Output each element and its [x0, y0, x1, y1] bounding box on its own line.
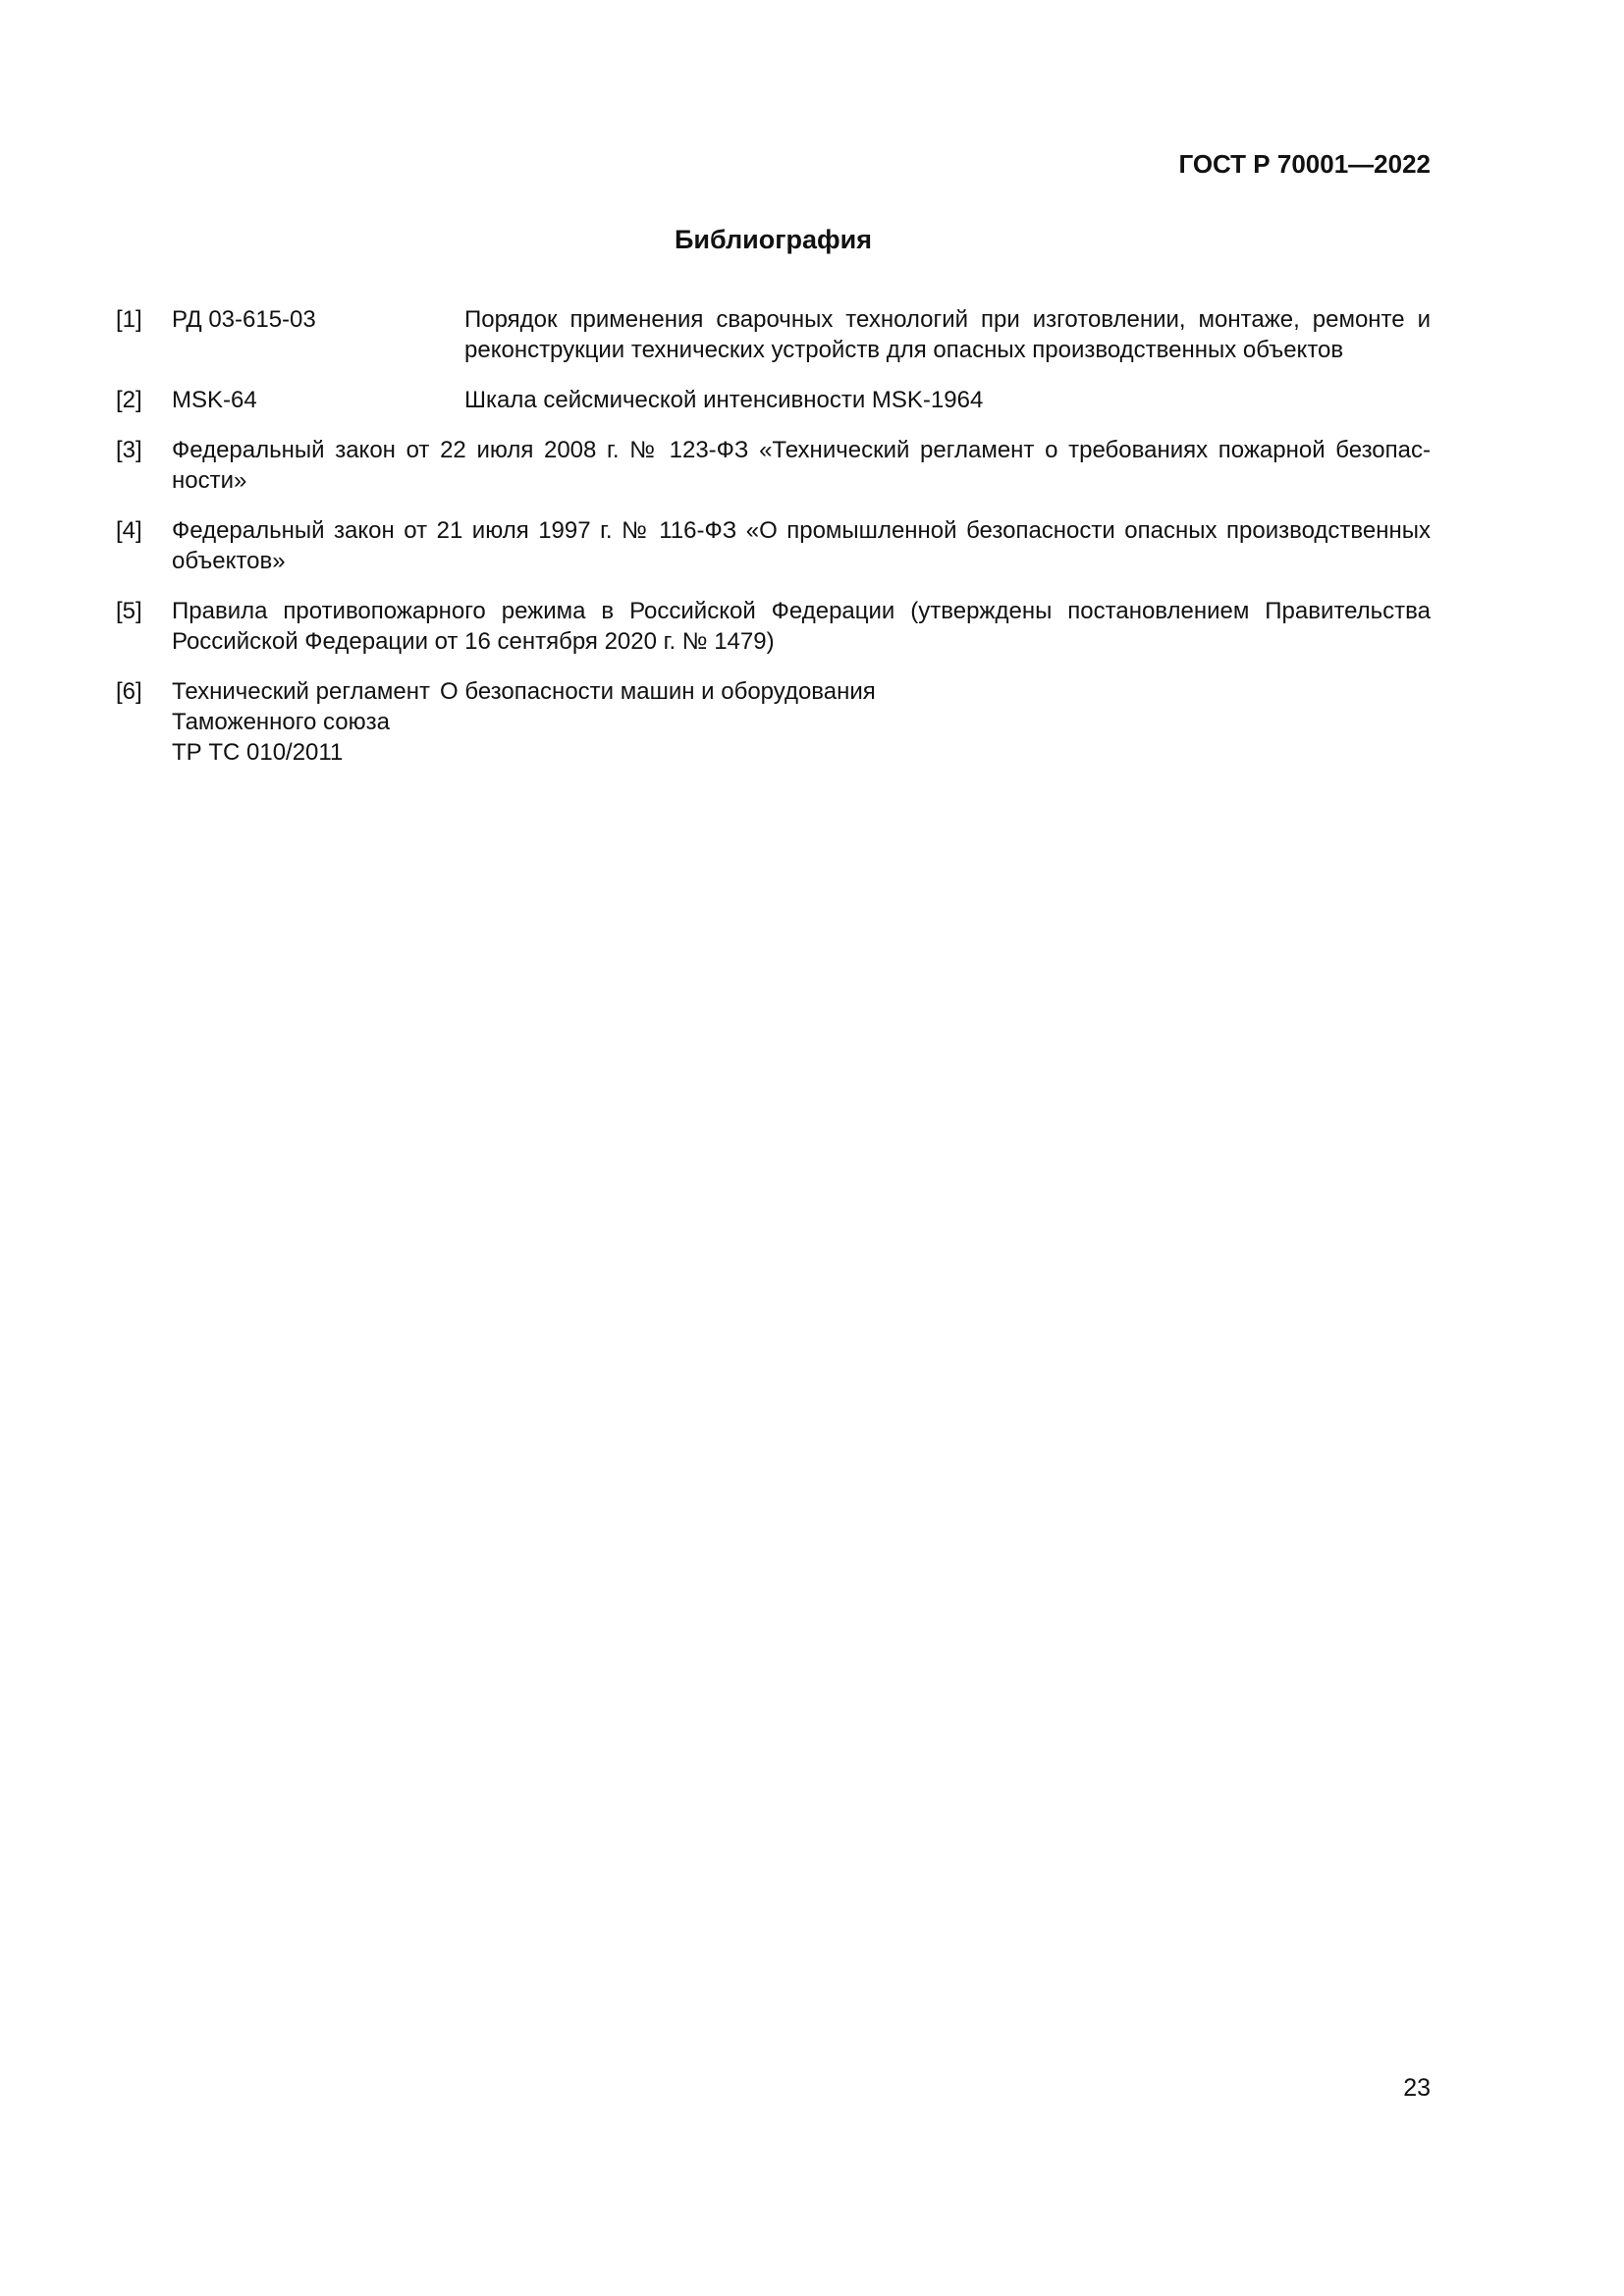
entry-label: MSK-64 [172, 387, 257, 413]
page-number: 23 [1403, 2074, 1431, 2102]
entry-label: РД 03-615-03 [172, 306, 316, 333]
bibliography-list [116, 304, 1431, 787]
document-code: ГОСТ Р 70001—2022 [1178, 149, 1431, 179]
entry-label: Технический регламент Таможенного союза ТР ТС 010/2011 [172, 678, 430, 766]
bibliography-entry [116, 385, 1431, 415]
entry-number: [1] [116, 306, 142, 333]
entry-description: Федеральный закон от 22 июля 2008 г. № 123-ФЗ «Технический регламент о требованиях пожарной безопас- ности» [172, 437, 1431, 494]
bibliography-entry [116, 515, 1431, 576]
bibliography-title: Библиография [675, 225, 872, 254]
bibliography-entry [116, 435, 1431, 496]
bibliography-entry [116, 676, 1431, 768]
entry-number: [3] [116, 437, 142, 463]
entry-description: Федеральный закон от 21 июля 1997 г. № 116-ФЗ «О промышленной безопасности опасных производственных объектов» [172, 517, 1431, 574]
entry-number: [6] [116, 678, 142, 705]
entry-description: Шкала сейсмической интенсивности MSK-1964 [464, 387, 984, 413]
entry-description: Правила противопожарного режима в Российской Федерации (утверждены постановлением Правительства Российской Федерации от 16 сентября 2020 г. № 1479) [172, 598, 1431, 655]
entry-number: [5] [116, 598, 142, 624]
bibliography-entry [116, 304, 1431, 365]
entry-description: Порядок применения сварочных технологий при изготовлении, монтаже, ремонте и реконструкции технических устройств для опасных производственных объектов [464, 306, 1431, 363]
entry-number: [2] [116, 387, 142, 413]
bibliography-entry [116, 596, 1431, 657]
entry-description: О безопасности машин и оборудования [440, 678, 876, 705]
entry-number: [4] [116, 517, 142, 544]
